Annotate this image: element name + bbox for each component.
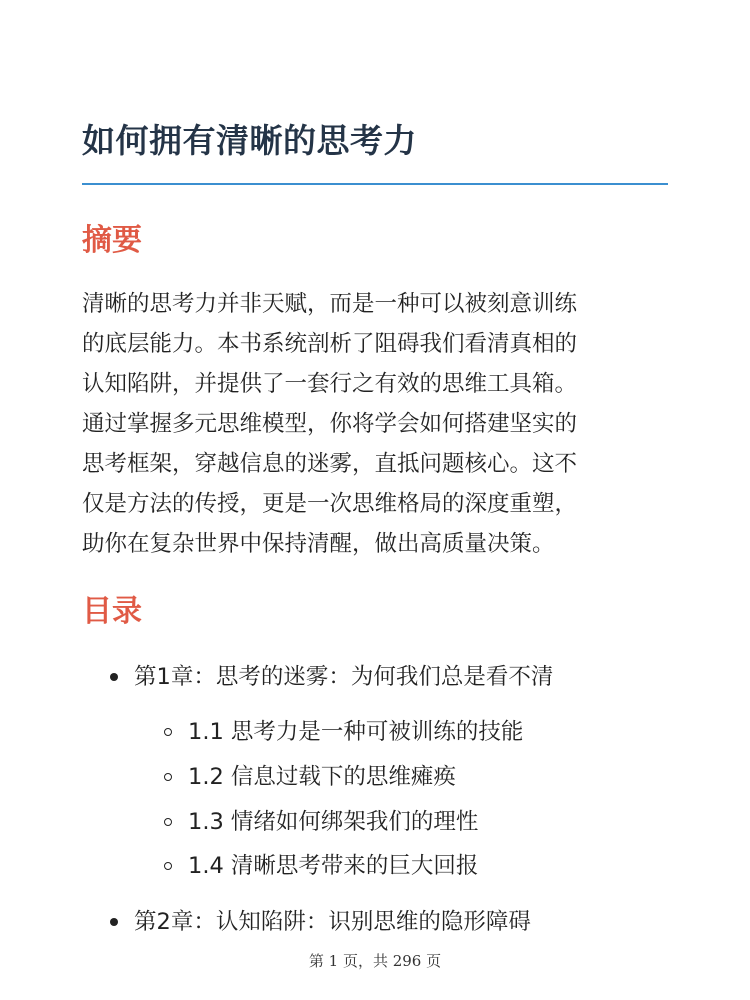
summary-line: 助你在复杂世界中保持清醒，做出高质量决策。 <box>82 531 555 557</box>
summary-line: 仅是方法的传授，更是一次思维格局的深度重塑， <box>82 491 578 517</box>
summary-line: 认知陷阱，并提供了一套行之有效的思维工具箱。 <box>82 371 578 397</box>
page-number-indicator: 第 1 页，共 296 页 <box>308 952 442 970</box>
toc-item-label: 1.1 思考力是一种可被训练的技能 <box>188 719 524 745</box>
table-of-contents <box>82 0 682 1000</box>
toc-item-label: 1.4 清晰思考带来的巨大回报 <box>188 853 479 879</box>
document-title: 如何拥有清晰的思考力 <box>82 121 417 160</box>
summary-line: 的底层能力。本书系统剖析了阻碍我们看清真相的 <box>82 331 578 357</box>
toc-item-label: 第2章：认知陷阱：识别思维的隐形障碍 <box>134 909 531 935</box>
toc-item-label: 第1章：思考的迷雾：为何我们总是看不清 <box>134 664 554 690</box>
summary-heading: 摘要 <box>82 223 142 258</box>
bullet-disc-icon <box>110 918 118 926</box>
bullet-circle-icon <box>164 728 172 736</box>
toc-item-label: 1.2 信息过载下的思维瘫痪 <box>188 764 456 790</box>
toc-heading: 目录 <box>82 594 142 629</box>
summary-line: 清晰的思考力并非天赋，而是一种可以被刻意训练 <box>82 291 578 317</box>
bullet-disc-icon <box>110 673 118 681</box>
summary-line: 思考框架，穿越信息的迷雾，直抵问题核心。这不 <box>82 451 578 477</box>
bullet-circle-icon <box>164 862 172 870</box>
summary-line: 通过掌握多元思维模型，你将学会如何搭建坚实的 <box>82 411 578 437</box>
toc-item-label: 1.3 情绪如何绑架我们的理性 <box>188 809 479 835</box>
bullet-circle-icon <box>164 818 172 826</box>
bullet-circle-icon <box>164 773 172 781</box>
